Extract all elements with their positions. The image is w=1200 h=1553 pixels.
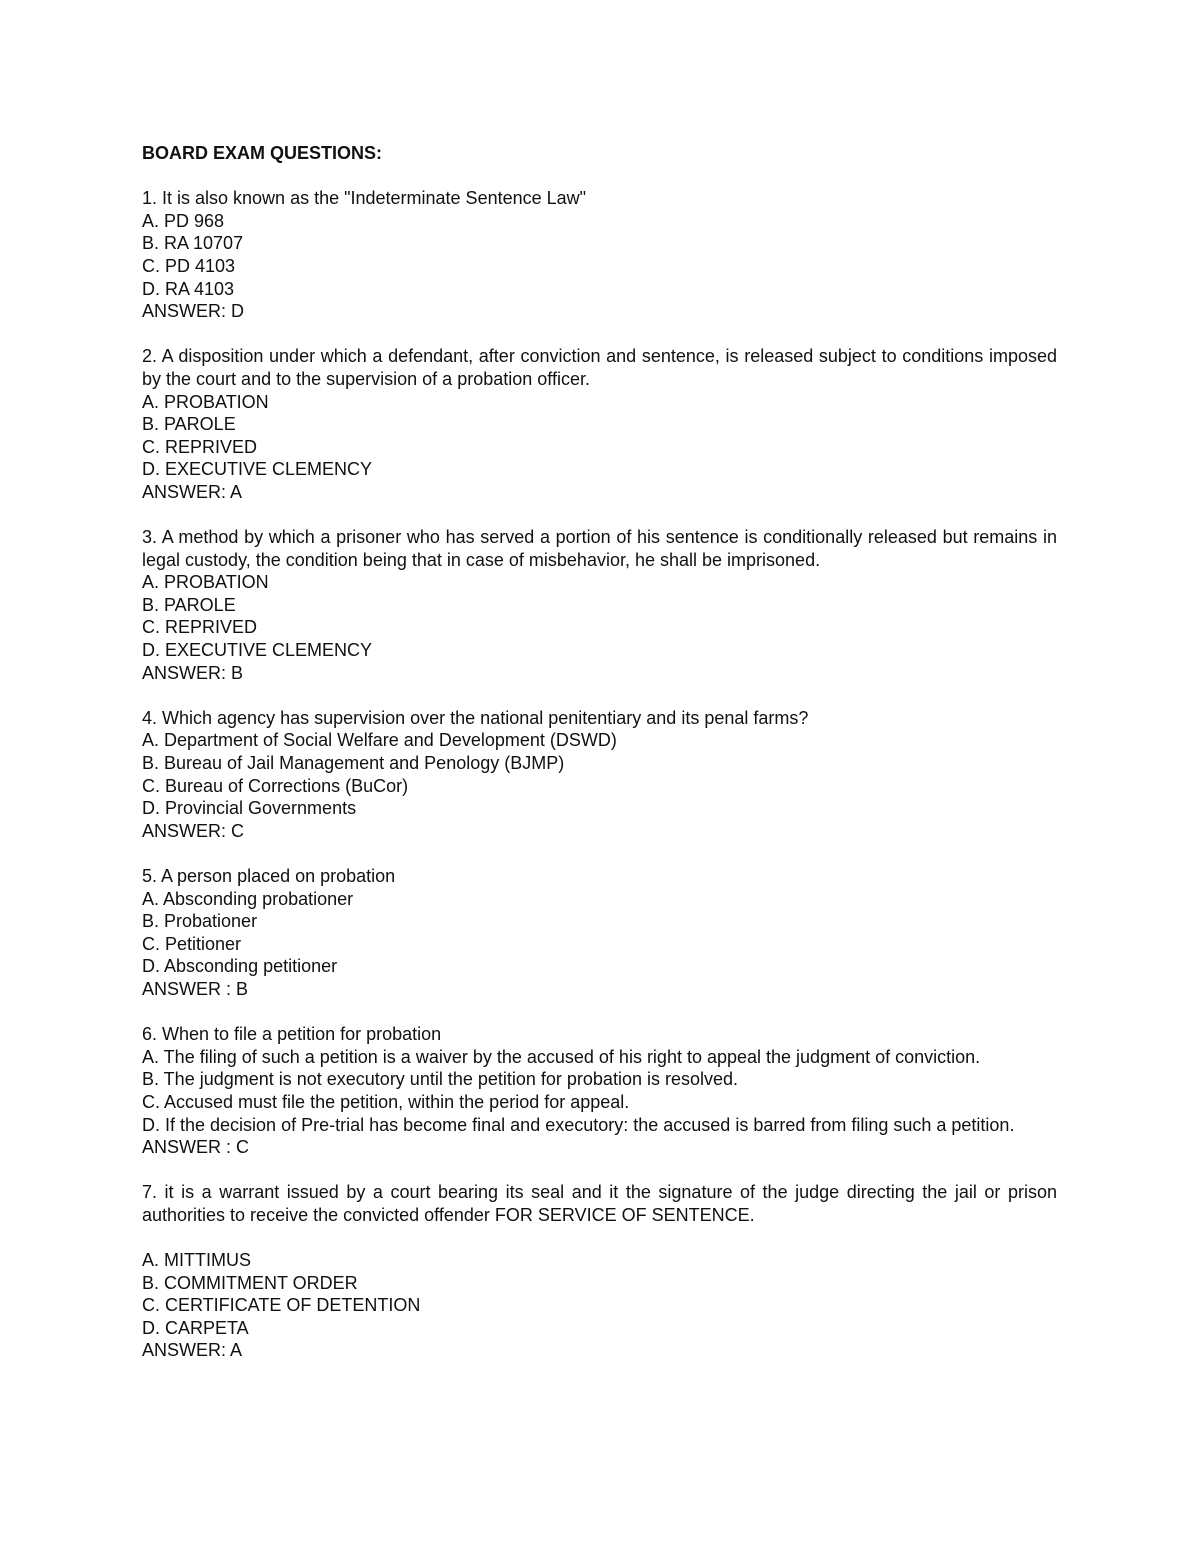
option-b: B. The judgment is not executory until the petition for probation is resolved. (142, 1069, 739, 1090)
option-c: C. REPRIVED (142, 436, 258, 457)
option-d: D. EXECUTIVE CLEMENCY (142, 459, 373, 480)
answer: ANSWER : C (142, 1137, 250, 1158)
option-d: D. If the decision of Pre-trial has become final and executory: the accused is barred from filing such a petition. (142, 1114, 1015, 1135)
option-d: D. Absconding petitioner (142, 956, 338, 977)
option-b: B. PAROLE (142, 414, 236, 435)
option-b: B. Probationer (142, 911, 258, 932)
option-a: A. Department of Social Welfare and Development (DSWD) (142, 730, 617, 751)
question-6 (142, 1023, 1057, 1159)
option-a: A. Absconding probationer (142, 888, 354, 909)
option-a: A. The filing of such a petition is a waiver by the accused of his right to appeal the judgment of conviction. (142, 1046, 981, 1067)
option-c: C. Accused must file the petition, within the period for appeal. (142, 1091, 630, 1112)
option-d: D. EXECUTIVE CLEMENCY (142, 640, 373, 661)
option-b: B. COMMITMENT ORDER (142, 1272, 358, 1293)
option-a: A. MITTIMUS (142, 1250, 251, 1271)
answer: ANSWER: D (142, 301, 245, 322)
answer: ANSWER: C (142, 820, 245, 841)
option-a: A. PROBATION (142, 572, 269, 593)
option-d: D. RA 4103 (142, 278, 235, 299)
answer: ANSWER : B (142, 978, 249, 999)
option-c: C. PD 4103 (142, 255, 236, 276)
option-b: B. PAROLE (142, 594, 236, 615)
option-a: A. PD 968 (142, 210, 225, 231)
option-b: B. Bureau of Jail Management and Penology (BJMP) (142, 753, 565, 774)
answer: ANSWER: B (142, 662, 244, 683)
option-d: D. Provincial Governments (142, 798, 357, 819)
option-d: D. CARPETA (142, 1317, 249, 1338)
question-text: 7. it is a warrant issued by a court bearing its seal and it the signature of the judge directing the jail or prison authorities to receive the convicted offender FOR SERVICE OF SENTENCE. (142, 1182, 1057, 1225)
answer: ANSWER: A (142, 481, 243, 502)
question-text: 4. Which agency has supervision over the national penitentiary and its penal farms? (142, 707, 809, 728)
option-c: C. REPRIVED (142, 617, 258, 638)
option-c: C. CERTIFICATE OF DETENTION (142, 1295, 421, 1316)
option-b: B. RA 10707 (142, 233, 244, 254)
answer: ANSWER: A (142, 1340, 243, 1361)
option-c: C. Petitioner (142, 933, 242, 954)
question-1 (142, 187, 1057, 323)
question-text: 5. A person placed on probation (142, 866, 396, 886)
page-title: BOARD EXAM QUESTIONS: (142, 143, 383, 163)
question-text: 2. A disposition under which a defendant, after conviction and sentence, is released subject to conditions imposed by the court and to the supervision of a probation officer. (142, 346, 1057, 389)
question-4 (142, 707, 1057, 843)
question-2 (142, 345, 1057, 503)
question-text: 1. It is also known as the "Indeterminate Sentence Law" (142, 188, 587, 209)
question-text: 3. A method by which a prisoner who has served a portion of his sentence is conditionally released but remains in legal custody, the condition being that in case of misbehavior, he shall be imprisoned. (142, 527, 1057, 570)
question-3 (142, 526, 1057, 684)
option-a: A. PROBATION (142, 391, 269, 412)
blank-line (142, 1227, 1057, 1250)
question-text: 6. When to file a petition for probation (142, 1024, 442, 1045)
question-5 (142, 865, 1057, 1001)
option-c: C. Bureau of Corrections (BuCor) (142, 775, 409, 796)
question-7 (142, 1181, 1057, 1362)
document-content (142, 142, 1057, 1385)
